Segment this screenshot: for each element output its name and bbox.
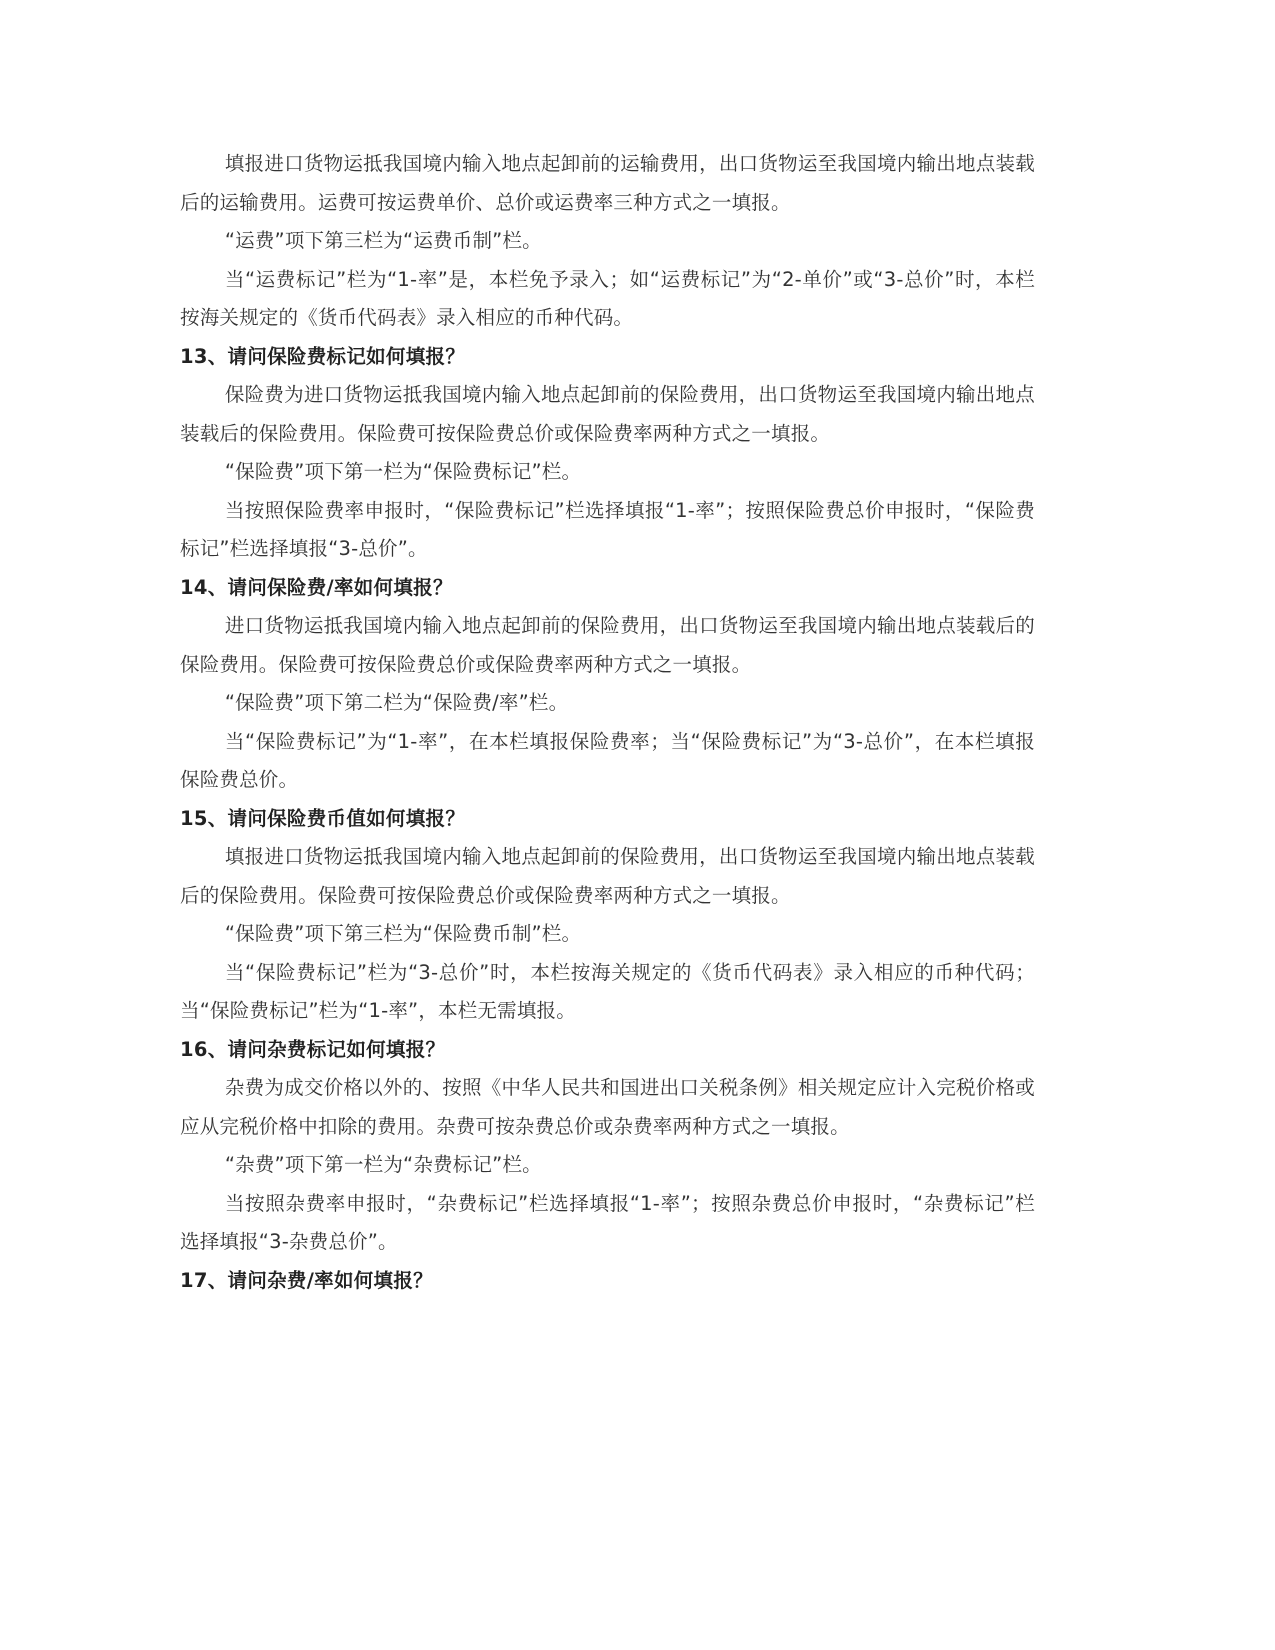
question-heading: 14、请问保险费/率如何填报？ [180,575,453,599]
paragraph: 当按照保险费率申报时，“保险费标记”栏选择填报“1-率”；按照保险费总价申报时，“保险费标记”栏选择填报“3-总价”。 [180,498,1035,560]
question-heading: 17、请问杂费/率如何填报？ [180,1268,433,1292]
paragraph: 进口货物运抵我国境内输入地点起卸前的保险费用，出口货物运至我国境内输出地点装载后的保险费用。保险费可按保险费总价或保险费率两种方式之一填报。 [180,614,1035,676]
document-body [180,145,1035,1300]
paragraph: 杂费为成交价格以外的、按照《中华人民共和国进出口关税条例》相关规定应计入完税价格或应从完税价格中扣除的费用。杂费可按杂费总价或杂费率两种方式之一填报。 [180,1076,1035,1138]
paragraph: “保险费”项下第三栏为“保险费币制”栏。 [224,922,582,945]
paragraph: “杂费”项下第一栏为“杂费标记”栏。 [224,1153,542,1176]
paragraph: “运费”项下第三栏为“运费币制”栏。 [224,229,542,252]
paragraph: 当“保险费标记”栏为“3-总价”时，本栏按海关规定的《货币代码表》录入相应的币种代码；当“保险费标记”栏为“1-率”，本栏无需填报。 [180,960,1035,1022]
question-heading: 13、请问保险费标记如何填报？ [180,344,466,368]
paragraph: 填报进口货物运抵我国境内输入地点起卸前的保险费用，出口货物运至我国境内输出地点装载后的保险费用。保险费可按保险费总价或保险费率两种方式之一填报。 [180,845,1035,907]
paragraph: 当“运费标记”栏为“1-率”是，本栏免予录入；如“运费标记”为“2-单价”或“3-总价”时，本栏按海关规定的《货币代码表》录入相应的币种代码。 [180,267,1035,329]
question-heading: 15、请问保险费币值如何填报？ [180,806,466,830]
paragraph: “保险费”项下第二栏为“保险费/率”栏。 [224,691,569,714]
paragraph: 当按照杂费率申报时，“杂费标记”栏选择填报“1-率”；按照杂费总价申报时，“杂费标记”栏选择填报“3-杂费总价”。 [180,1191,1035,1253]
paragraph: 填报进口货物运抵我国境内输入地点起卸前的运输费用，出口货物运至我国境内输出地点装载后的运输费用。运费可按运费单价、总价或运费率三种方式之一填报。 [180,152,1035,214]
paragraph: 当“保险费标记”为“1-率”，在本栏填报保险费率；当“保险费标记”为“3-总价”，在本栏填报保险费总价。 [180,729,1035,791]
paragraph: 保险费为进口货物运抵我国境内输入地点起卸前的保险费用，出口货物运至我国境内输出地点装载后的保险费用。保险费可按保险费总价或保险费率两种方式之一填报。 [180,383,1035,445]
question-heading: 16、请问杂费标记如何填报？ [180,1037,446,1061]
paragraph: “保险费”项下第一栏为“保险费标记”栏。 [224,460,582,483]
